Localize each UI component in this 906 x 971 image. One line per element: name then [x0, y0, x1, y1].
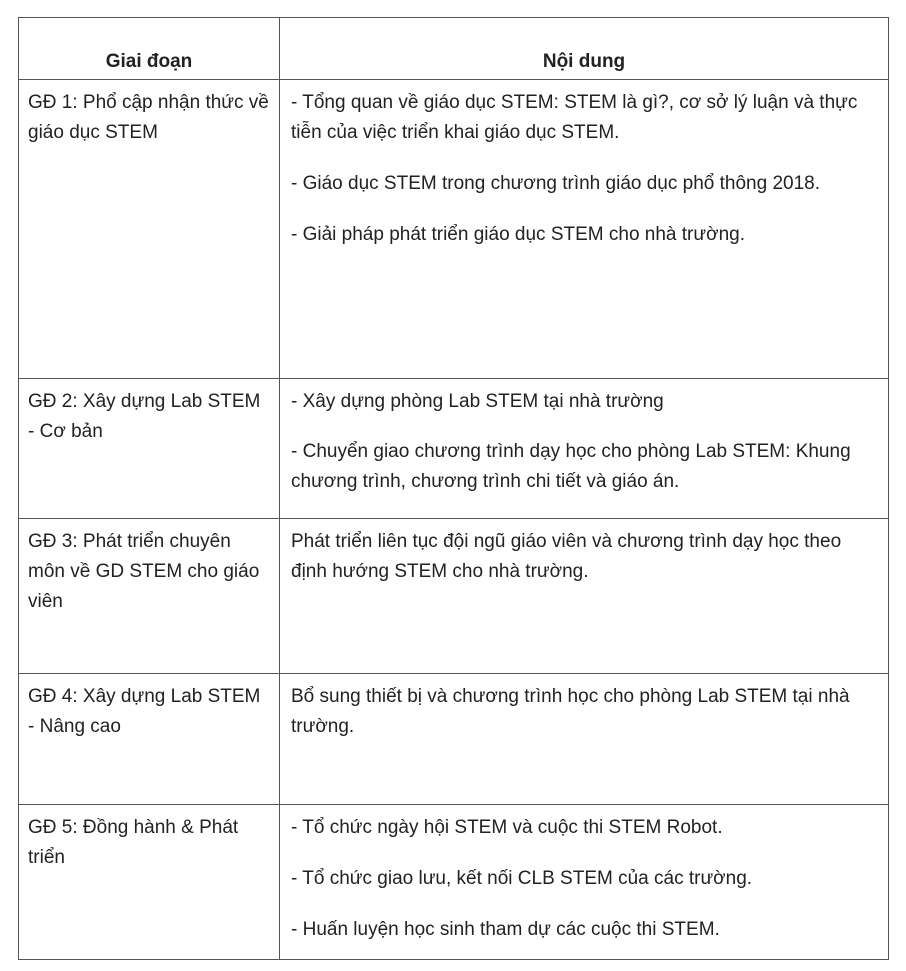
- content-item: - Tổ chức giao lưu, kết nối CLB STEM của các trường.: [291, 868, 753, 889]
- content-item: - Giải pháp phát triển giáo dục STEM cho nhà trường.: [291, 224, 745, 245]
- content-cell: [280, 80, 889, 379]
- content-item: - Tổng quan về giáo dục STEM: STEM là gì?, cơ sở lý luận và thực tiễn của việc triển khai giáo dục STEM.: [291, 92, 858, 143]
- table-row: [19, 674, 889, 805]
- content-item: - Huấn luyện học sinh tham dự các cuộc thi STEM.: [291, 919, 720, 940]
- stage-cell: GĐ 5: Đồng hành & Phát triển: [19, 805, 280, 960]
- content-item: - Chuyển giao chương trình dạy học cho phòng Lab STEM: Khung chương trình, chương trình chi tiết và giáo án.: [291, 441, 851, 492]
- content-item: - Xây dựng phòng Lab STEM tại nhà trường: [291, 391, 664, 412]
- content-cell: [280, 379, 889, 519]
- stage-cell: GĐ 3: Phát triển chuyên môn về GD STEM cho giáo viên: [19, 519, 280, 674]
- stem-stages-table: [18, 17, 889, 960]
- content-cell: [280, 519, 889, 674]
- content-item: - Giáo dục STEM trong chương trình giáo dục phổ thông 2018.: [291, 173, 820, 194]
- stage-cell: GĐ 4: Xây dựng Lab STEM - Nâng cao: [19, 674, 280, 805]
- header-content: Nội dung: [280, 18, 889, 80]
- content-item: Phát triển liên tục đội ngũ giáo viên và chương trình dạy học theo định hướng STEM cho nhà trường.: [291, 531, 842, 582]
- table-header-row: [19, 18, 889, 80]
- table-row: [19, 80, 889, 379]
- table-row: [19, 379, 889, 519]
- content-item: - Tổ chức ngày hội STEM và cuộc thi STEM Robot.: [291, 817, 723, 838]
- content-cell: [280, 805, 889, 960]
- table-row: [19, 519, 889, 674]
- stage-cell: GĐ 2: Xây dựng Lab STEM - Cơ bản: [19, 379, 280, 519]
- content-item: Bổ sung thiết bị và chương trình học cho phòng Lab STEM tại nhà trường.: [291, 686, 850, 737]
- table-row: [19, 805, 889, 960]
- stage-cell: GĐ 1: Phổ cập nhận thức về giáo dục STEM: [19, 80, 280, 379]
- content-cell: [280, 674, 889, 805]
- header-stage: Giai đoạn: [19, 18, 280, 80]
